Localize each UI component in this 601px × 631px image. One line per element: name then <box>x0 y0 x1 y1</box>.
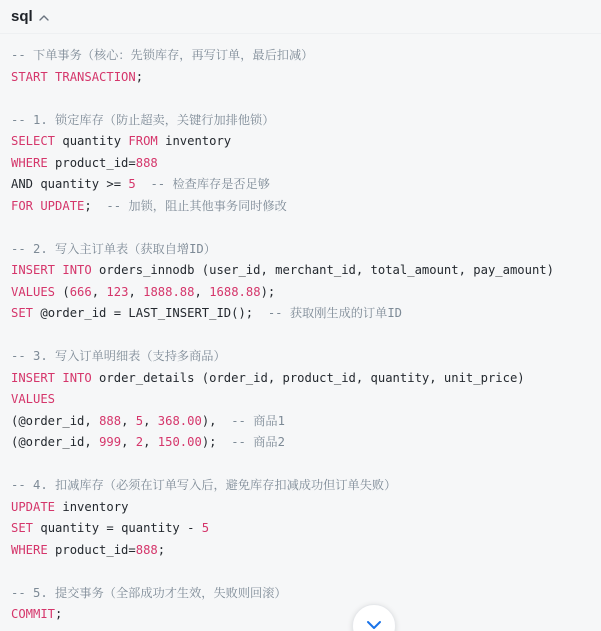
code-line <box>11 153 601 175</box>
code-keyword: COMMIT <box>11 607 56 621</box>
code-comment: -- 检查库存是否足够 <box>150 177 270 191</box>
code-keyword: START TRANSACTION <box>11 69 136 84</box>
code-text: ); <box>260 284 276 299</box>
chevron-up-icon[interactable] <box>38 11 50 23</box>
code-text: ( <box>55 284 70 299</box>
code-number: 5 <box>135 413 144 428</box>
code-number: 666 <box>69 284 92 299</box>
code-text: , <box>121 435 136 449</box>
code-comment: -- 获取刚生成的订单ID <box>267 306 403 320</box>
code-content <box>11 45 601 626</box>
code-text: , <box>143 435 158 449</box>
code-number: 1688.88 <box>209 284 261 299</box>
code-comment: -- 3. 写入订单明细表（支持多商品） <box>11 349 226 363</box>
code-keyword: SET <box>11 521 34 535</box>
code-line <box>11 561 601 583</box>
code-number: 123 <box>106 284 129 299</box>
code-line <box>11 346 601 368</box>
code-keyword: FROM <box>128 134 158 148</box>
code-comment: -- 商品1 <box>231 413 285 428</box>
code-line <box>11 45 601 67</box>
code-language-label: sql <box>11 8 33 25</box>
code-line <box>11 432 601 454</box>
code-keyword: UPDATE <box>11 499 56 514</box>
code-line <box>11 368 601 390</box>
code-comment: -- 下单事务（核心：先锁库存，再写订单，最后扣减） <box>11 48 314 62</box>
code-line <box>11 131 601 153</box>
code-block-header <box>0 0 601 34</box>
code-text: ; <box>135 69 144 84</box>
code-text: ; <box>55 607 63 621</box>
code-number: 5 <box>128 177 136 191</box>
code-line <box>11 260 601 282</box>
code-text: order_details (order_id, product_id, quantity, unit_price) <box>91 370 525 385</box>
code-comment: -- 1. 锁定库存（防止超卖，关键行加排他锁） <box>11 112 275 127</box>
code-keyword: INSERT INTO <box>11 263 92 277</box>
code-text: inventory <box>55 499 129 514</box>
code-line <box>11 325 601 347</box>
code-line <box>11 239 601 261</box>
code-text: @order_id = LAST_INSERT_ID(); <box>33 306 268 320</box>
code-comment: -- 4. 扣减库存（必须在订单写入后，避免库存扣减成功但订单失败） <box>11 478 397 492</box>
code-number: 888 <box>135 542 158 557</box>
code-text: , <box>121 413 136 428</box>
code-text: inventory <box>157 134 232 148</box>
code-keyword: WHERE <box>11 542 48 557</box>
code-line <box>11 217 601 239</box>
code-text: ), <box>201 413 232 428</box>
code-number: 1888.88 <box>143 284 195 299</box>
code-keyword: FOR UPDATE <box>11 198 85 213</box>
code-comment: -- 5. 提交事务（全部成功才生效，失败则回滚） <box>11 585 287 600</box>
code-line <box>11 454 601 476</box>
code-keyword: INSERT INTO <box>11 370 92 385</box>
code-text <box>136 177 151 191</box>
code-line <box>11 604 601 626</box>
code-line <box>11 497 601 519</box>
code-line <box>11 67 601 89</box>
code-line <box>11 282 601 304</box>
code-text: product_id= <box>47 155 136 170</box>
code-text: (@order_id, <box>11 413 100 428</box>
code-number: 150.00 <box>157 435 202 449</box>
code-text: , <box>194 284 210 299</box>
code-keyword: WHERE <box>11 155 48 170</box>
code-line <box>11 174 601 196</box>
code-text: ; <box>157 542 166 557</box>
code-number: 2 <box>135 435 144 449</box>
code-comment: -- 商品2 <box>231 435 285 449</box>
code-text: quantity = quantity - <box>33 521 202 535</box>
code-line <box>11 303 601 325</box>
code-text: quantity <box>55 134 129 148</box>
code-line <box>11 196 601 218</box>
code-number: 368.00 <box>157 413 202 428</box>
code-number: 888 <box>135 155 158 170</box>
code-line <box>11 583 601 605</box>
code-text: product_id= <box>47 542 136 557</box>
code-keyword: SET <box>11 306 34 320</box>
code-keyword: VALUES <box>11 392 56 406</box>
code-line <box>11 110 601 132</box>
code-text: , <box>128 284 144 299</box>
chevron-down-icon <box>365 619 383 631</box>
code-text: orders_innodb (user_id, merchant_id, total_amount, pay_amount) <box>91 263 554 277</box>
code-text: ); <box>201 435 232 449</box>
code-keyword: VALUES <box>11 284 56 299</box>
code-line <box>11 518 601 540</box>
code-number: 5 <box>201 521 210 535</box>
code-line <box>11 389 601 411</box>
code-text: AND quantity >= <box>11 177 129 191</box>
code-number: 888 <box>99 413 122 428</box>
code-text: , <box>91 284 107 299</box>
code-text: ; <box>84 198 107 213</box>
code-line <box>11 540 601 562</box>
code-line <box>11 411 601 433</box>
code-line <box>11 88 601 110</box>
code-line <box>11 475 601 497</box>
code-text: , <box>143 413 158 428</box>
code-text: (@order_id, <box>11 435 100 449</box>
code-number: 999 <box>99 435 122 449</box>
code-comment: -- 2. 写入主订单表（获取自增ID） <box>11 241 216 256</box>
code-comment: -- 加锁，阻止其他事务同时修改 <box>106 198 287 213</box>
code-keyword: SELECT <box>11 134 56 148</box>
